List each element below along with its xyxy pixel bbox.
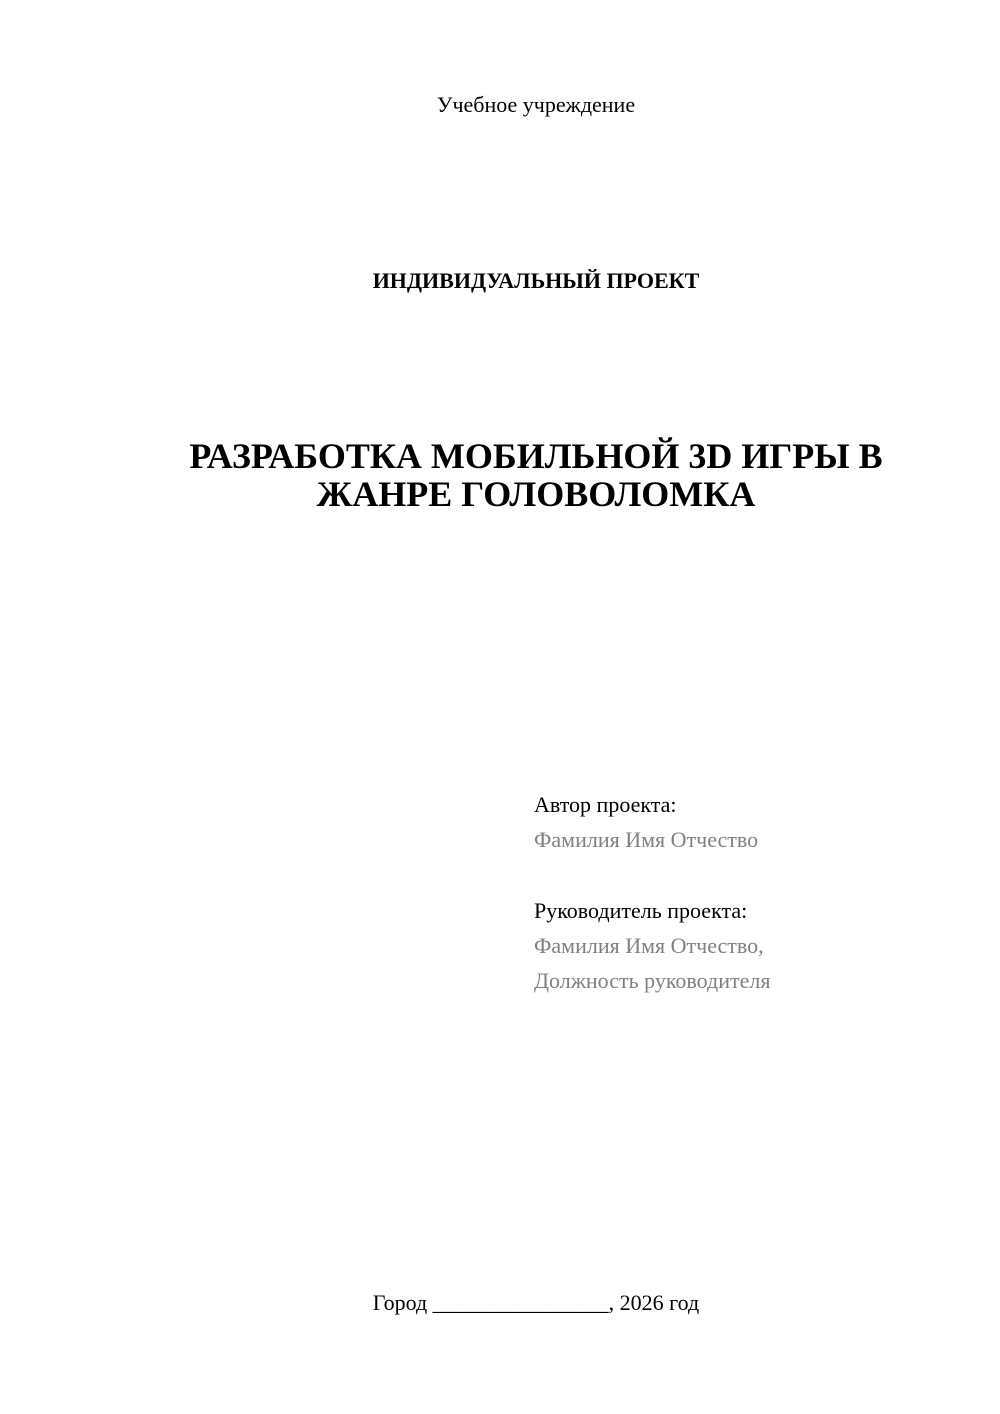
- author-block: [534, 787, 758, 857]
- city-year-footer: Город ________________, 2026 год: [372, 1290, 700, 1315]
- project-title: [36, 437, 1000, 513]
- supervisor-block: [534, 893, 770, 998]
- supervisor-position: Должность руководителя: [534, 968, 771, 993]
- project-title-line-1: РАЗРАБОТКА МОБИЛЬНОЙ 3D ИГРЫ В: [189, 436, 883, 476]
- institution-name: Учебное учреждение: [436, 92, 636, 117]
- project-type-heading: ИНДИВИДУАЛЬНЫЙ ПРОЕКТ: [372, 268, 700, 293]
- supervisor-name: Фамилия Имя Отчество,: [534, 933, 764, 958]
- author-name: Фамилия Имя Отчество: [534, 827, 759, 852]
- supervisor-label: Руководитель проекта:: [534, 898, 748, 923]
- project-title-line-2: ЖАНРЕ ГОЛОВОЛОМКА: [316, 474, 756, 514]
- author-label: Автор проекта:: [534, 792, 677, 817]
